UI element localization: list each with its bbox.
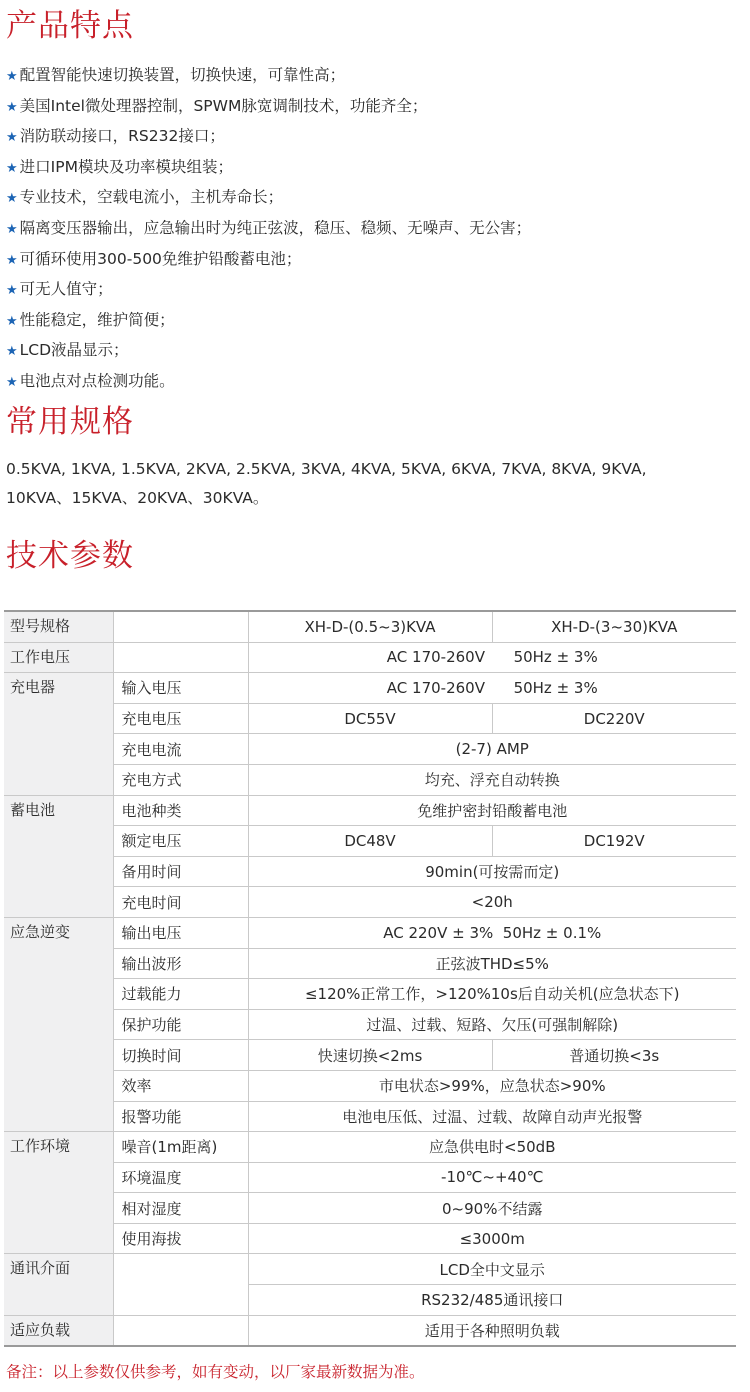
charge-voltage-label: 充电电压 [113,703,248,734]
noise-label: 噪音(1m距离) [113,1132,248,1163]
battery-type-label: 电池种类 [113,795,248,826]
alarm-value: 电池电压低、过温、过载、故障自动声光报警 [248,1101,736,1132]
battery-type-value: 免维护密封铅酸蓄电池 [248,795,736,826]
temperature-label: 环境温度 [113,1162,248,1193]
noise-value: 应急供电时<50dB [248,1132,736,1163]
table-row [4,1315,736,1346]
list-item: ★ 专业技术，空载电流小，主机寿命长； [6,188,284,207]
table-row [4,795,736,826]
model-a: XH-D-(0.5~3)KVA [248,611,492,642]
list-item: ★ 电池点对点检测功能。 [6,371,175,390]
star-icon: ★ [6,283,18,299]
charge-current-value: (2-7) AMP [248,734,736,765]
overload-value: ≤120%正常工作，>120%10s后自动关机(应急状态下) [248,979,736,1010]
input-voltage-value: AC 170-260V 50Hz ± 3% [248,673,736,704]
list-item: ★ 美国Intel微处理器控制，SPWM脉宽调制技术，功能齐全； [6,96,428,115]
charge-time-label: 充电时间 [113,887,248,918]
table-row [4,856,736,887]
star-icon: ★ [6,374,18,390]
input-voltage-label: 输入电压 [113,673,248,704]
params-title: 技术参数 [6,538,134,574]
efficiency-label: 效率 [113,1070,248,1101]
table-row [4,1101,736,1132]
waveform-label: 输出波形 [113,948,248,979]
category-environment: 工作环境 [4,1132,113,1254]
list-item: ★ 配置智能快速切换装置，切换快速，可靠性高； [6,66,346,84]
feature-list [6,60,531,397]
altitude-label: 使用海拔 [113,1223,248,1254]
star-icon: ★ [6,69,18,84]
backup-time-label: 备用时间 [113,856,248,887]
table-row [4,703,736,734]
charge-mode-label: 充电方式 [113,764,248,795]
specs-title: 常用规格 [6,404,134,440]
table-row [4,673,736,704]
switch-time-label: 切换时间 [113,1040,248,1071]
specs-text [6,455,647,513]
table-row [4,1193,736,1224]
cell-empty [113,1254,248,1315]
protection-value: 过温、过载、短路、欠压(可强制解除) [248,1009,736,1040]
charge-voltage-b: DC220V [492,703,736,734]
comm-lcd-value: LCD全中文显示 [248,1254,736,1285]
star-icon: ★ [6,160,18,176]
protection-label: 保护功能 [113,1009,248,1040]
footnote: 备注：以上参数仅供参考，如有变动，以厂家最新数据为准。 [6,1363,425,1381]
table-row [4,642,736,673]
category-inverter: 应急逆变 [4,917,113,1131]
table-row [4,1132,736,1163]
row-label-work-voltage: 工作电压 [4,642,113,673]
load-value: 适用于各种照明负载 [248,1315,736,1346]
charge-mode-value: 均充、浮充自动转换 [248,764,736,795]
specs-line-1: 0.5KVA, 1KVA, 1.5KVA, 2KVA, 2.5KVA, 3KVA, 4KVA, 5KVA, 6KVA, 7KVA, 8KVA, 9KVA, [6,460,647,478]
charge-voltage-a: DC55V [248,703,492,734]
table-row [4,887,736,918]
table-row [4,764,736,795]
efficiency-value: 市电状态>99%，应急状态>90% [248,1070,736,1101]
features-title: 产品特点 [6,8,134,44]
altitude-value: ≤3000m [248,1223,736,1254]
overload-label: 过载能力 [113,979,248,1010]
work-voltage-value: AC 170-260V 50Hz ± 3% [248,642,736,673]
list-item: ★ 性能稳定，维护简便； [6,310,175,329]
temperature-value: -10℃~+40℃ [248,1162,736,1193]
star-icon: ★ [6,99,18,115]
table-row [4,611,736,642]
table-row [4,826,736,857]
table-row [4,1254,736,1285]
table-row [4,1009,736,1040]
star-icon: ★ [6,313,18,329]
category-comm: 通讯介面 [4,1254,113,1315]
rated-voltage-label: 额定电压 [113,826,248,857]
humidity-value: 0~90%不结露 [248,1193,736,1224]
cell-empty [113,642,248,673]
table-row [4,1070,736,1101]
humidity-label: 相对湿度 [113,1193,248,1224]
star-icon: ★ [6,344,18,360]
charge-time-value: <20h [248,887,736,918]
list-item: ★ 消防联动接口，RS232接口； [6,127,225,146]
star-icon: ★ [6,221,18,237]
rated-voltage-b: DC192V [492,826,736,857]
rated-voltage-a: DC48V [248,826,492,857]
switch-time-a: 快速切换<2ms [248,1040,492,1071]
waveform-value: 正弦波THD≤5% [248,948,736,979]
model-b: XH-D-(3~30)KVA [492,611,736,642]
output-voltage-label: 输出电压 [113,917,248,948]
list-item: ★ 可循环使用300-500免维护铅酸蓄电池； [6,249,302,268]
cell-empty [113,1315,248,1346]
row-label-model: 型号规格 [4,611,113,642]
cell-empty [113,611,248,642]
table-row [4,1162,736,1193]
table-row [4,1040,736,1071]
alarm-label: 报警功能 [113,1101,248,1132]
list-item: ★ 进口IPM模块及功率模块组装； [6,157,233,176]
star-icon: ★ [6,252,18,268]
charge-current-label: 充电电流 [113,734,248,765]
table-row [4,734,736,765]
table-row [4,948,736,979]
table-row [4,1223,736,1254]
switch-time-b: 普通切换<3s [492,1040,736,1071]
backup-time-value: 90min(可按需而定) [248,856,736,887]
table-row [4,979,736,1010]
category-charger: 充电器 [4,673,113,795]
output-voltage-value: AC 220V ± 3% 50Hz ± 0.1% [248,917,736,948]
list-item: ★ LCD液晶显示； [6,341,129,360]
category-load: 适应负载 [4,1315,113,1346]
params-table [4,610,736,1347]
list-item: ★ 可无人值守； [6,280,113,299]
list-item: ★ 隔离变压器输出，应急输出时为纯正弦波，稳压、稳频、无噪声、无公害； [6,218,532,237]
comm-rs-value: RS232/485通讯接口 [248,1285,736,1316]
table-row [4,917,736,948]
category-battery: 蓄电池 [4,795,113,917]
star-icon: ★ [6,191,18,207]
specs-line-2: 10KVA、15KVA、20KVA、30KVA。 [6,489,269,507]
star-icon: ★ [6,130,18,146]
